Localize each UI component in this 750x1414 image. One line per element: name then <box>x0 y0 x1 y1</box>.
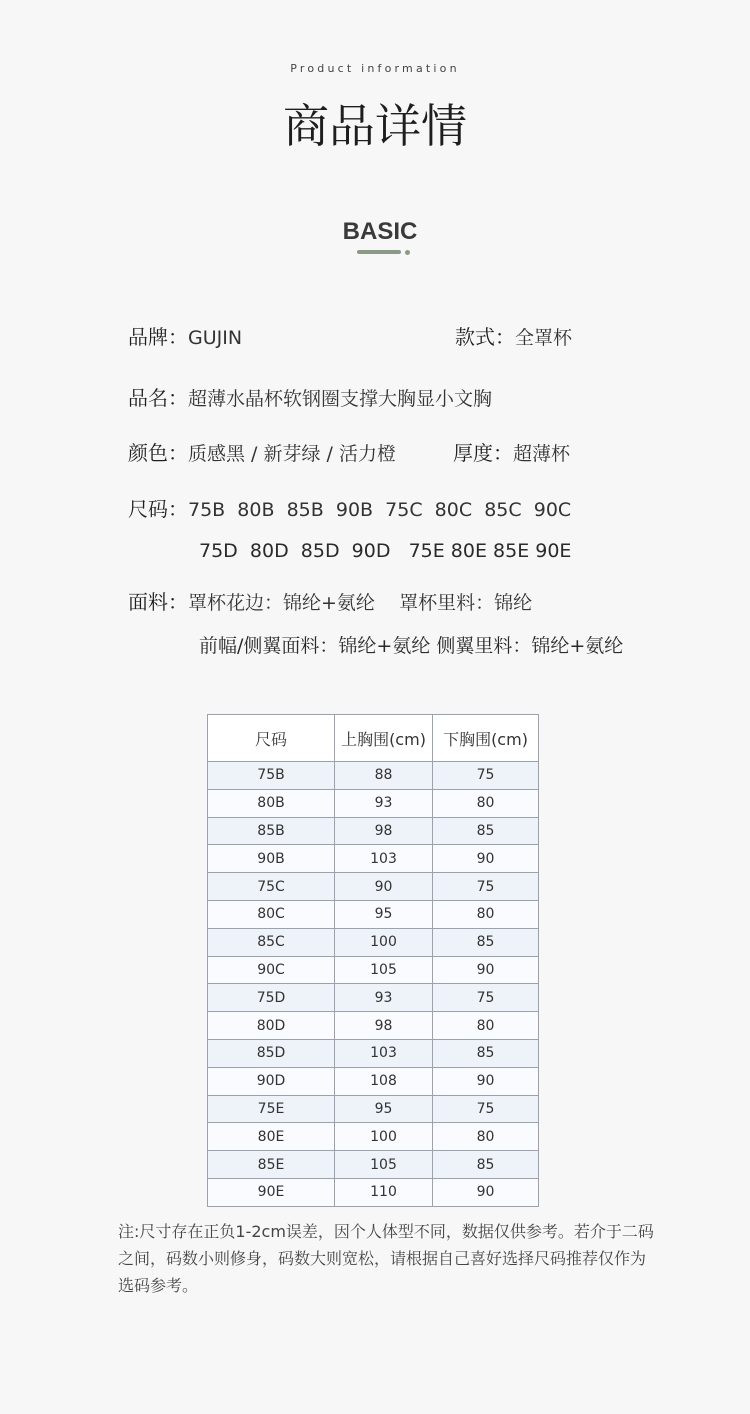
cell-bust: 108 <box>335 1067 433 1095</box>
cell-size: 85E <box>208 1151 335 1179</box>
brand-value: GUJIN <box>188 327 243 349</box>
cell-underbust: 85 <box>433 928 539 956</box>
size-line-1: 75B 80B 85B 90B 75C 80C 85C 90C <box>188 499 572 521</box>
cell-underbust: 75 <box>433 984 539 1012</box>
header-size: 尺码 <box>208 715 335 762</box>
size-line-2: 75D 80D 85D 90D 75E 80E 85E 90E <box>199 540 572 562</box>
spec-color <box>128 437 396 466</box>
cell-underbust: 80 <box>433 1012 539 1040</box>
page-title: 商品详情 <box>283 99 467 153</box>
color-value: 质感黑 / 新芽绿 / 活力橙 <box>188 443 396 465</box>
cell-underbust: 90 <box>433 956 539 984</box>
table-row <box>208 984 539 1012</box>
table-row <box>208 873 539 901</box>
cell-size: 90C <box>208 956 335 984</box>
cell-size: 80C <box>208 900 335 928</box>
cell-underbust: 85 <box>433 1039 539 1067</box>
size-label: 尺码： <box>128 497 188 521</box>
spec-thickness <box>453 437 570 466</box>
table-row <box>208 1178 539 1206</box>
table-row <box>208 762 539 790</box>
cell-size: 75C <box>208 873 335 901</box>
cell-size: 90D <box>208 1067 335 1095</box>
basic-underline-dot <box>405 250 410 255</box>
cell-size: 80E <box>208 1123 335 1151</box>
cell-underbust: 90 <box>433 1178 539 1206</box>
table-row <box>208 845 539 873</box>
cell-underbust: 80 <box>433 789 539 817</box>
cell-size: 90B <box>208 845 335 873</box>
table-row <box>208 1012 539 1040</box>
header-underbust: 下胸围(cm) <box>433 715 539 762</box>
fabric-label: 面料： <box>128 590 188 614</box>
name-label: 品名： <box>128 386 188 410</box>
spec-name <box>128 382 492 411</box>
cell-size: 80D <box>208 1012 335 1040</box>
thickness-label: 厚度： <box>453 441 513 465</box>
cell-underbust: 90 <box>433 1067 539 1095</box>
cell-size: 90E <box>208 1178 335 1206</box>
cell-underbust: 85 <box>433 1151 539 1179</box>
cell-bust: 110 <box>335 1178 433 1206</box>
cell-size: 85B <box>208 817 335 845</box>
spec-size <box>128 493 571 522</box>
section-subtitle: Product information <box>290 62 460 75</box>
cell-size: 85D <box>208 1039 335 1067</box>
cell-bust: 100 <box>335 1123 433 1151</box>
header-bust: 上胸围(cm) <box>335 715 433 762</box>
thickness-value: 超薄杯 <box>513 443 571 465</box>
cell-underbust: 90 <box>433 845 539 873</box>
style-label: 款式： <box>455 325 515 349</box>
spec-fabric <box>128 586 532 615</box>
table-row <box>208 1123 539 1151</box>
cell-bust: 98 <box>335 1012 433 1040</box>
size-note: 注:尺寸存在正负1-2cm误差，因个人体型不同，数据仅供参考。若介于二码之间，码数小则修身，码数大则宽松，请根据自己喜好选择尺码推荐仅作为选码参考。 <box>118 1222 654 1295</box>
cell-bust: 103 <box>335 1039 433 1067</box>
cell-bust: 103 <box>335 845 433 873</box>
cell-bust: 105 <box>335 956 433 984</box>
cell-underbust: 80 <box>433 900 539 928</box>
style-value: 全罩杯 <box>515 327 573 349</box>
cell-underbust: 75 <box>433 1095 539 1123</box>
color-label: 颜色： <box>128 441 188 465</box>
table-row <box>208 789 539 817</box>
spec-style <box>455 321 572 350</box>
cell-bust: 95 <box>335 1095 433 1123</box>
fabric-line-2: 前幅/侧翼面料：锦纶+氨纶 侧翼里料：锦纶+氨纶 <box>199 635 624 657</box>
fabric-line-1: 罩杯花边：锦纶+氨纶 罩杯里料：锦纶 <box>188 592 533 614</box>
cell-bust: 88 <box>335 762 433 790</box>
table-row <box>208 928 539 956</box>
spec-brand <box>128 321 242 350</box>
cell-underbust: 85 <box>433 817 539 845</box>
cell-bust: 98 <box>335 817 433 845</box>
cell-bust: 95 <box>335 900 433 928</box>
cell-bust: 90 <box>335 873 433 901</box>
size-table-header <box>208 715 539 762</box>
cell-bust: 100 <box>335 928 433 956</box>
table-row <box>208 956 539 984</box>
name-value: 超薄水晶杯软钢圈支撑大胸显小文胸 <box>188 388 493 410</box>
basic-underline <box>357 250 401 254</box>
cell-bust: 93 <box>335 984 433 1012</box>
table-row <box>208 900 539 928</box>
cell-size: 80B <box>208 789 335 817</box>
cell-underbust: 75 <box>433 873 539 901</box>
cell-size: 75B <box>208 762 335 790</box>
table-row <box>208 1039 539 1067</box>
table-row <box>208 1067 539 1095</box>
table-row <box>208 817 539 845</box>
cell-size: 75D <box>208 984 335 1012</box>
cell-underbust: 80 <box>433 1123 539 1151</box>
cell-bust: 105 <box>335 1151 433 1179</box>
table-row <box>208 1151 539 1179</box>
basic-heading: BASIC <box>342 218 418 245</box>
table-row <box>208 1095 539 1123</box>
brand-label: 品牌： <box>128 325 188 349</box>
cell-underbust: 75 <box>433 762 539 790</box>
cell-bust: 93 <box>335 789 433 817</box>
cell-size: 85C <box>208 928 335 956</box>
size-table <box>207 714 539 1207</box>
cell-size: 75E <box>208 1095 335 1123</box>
